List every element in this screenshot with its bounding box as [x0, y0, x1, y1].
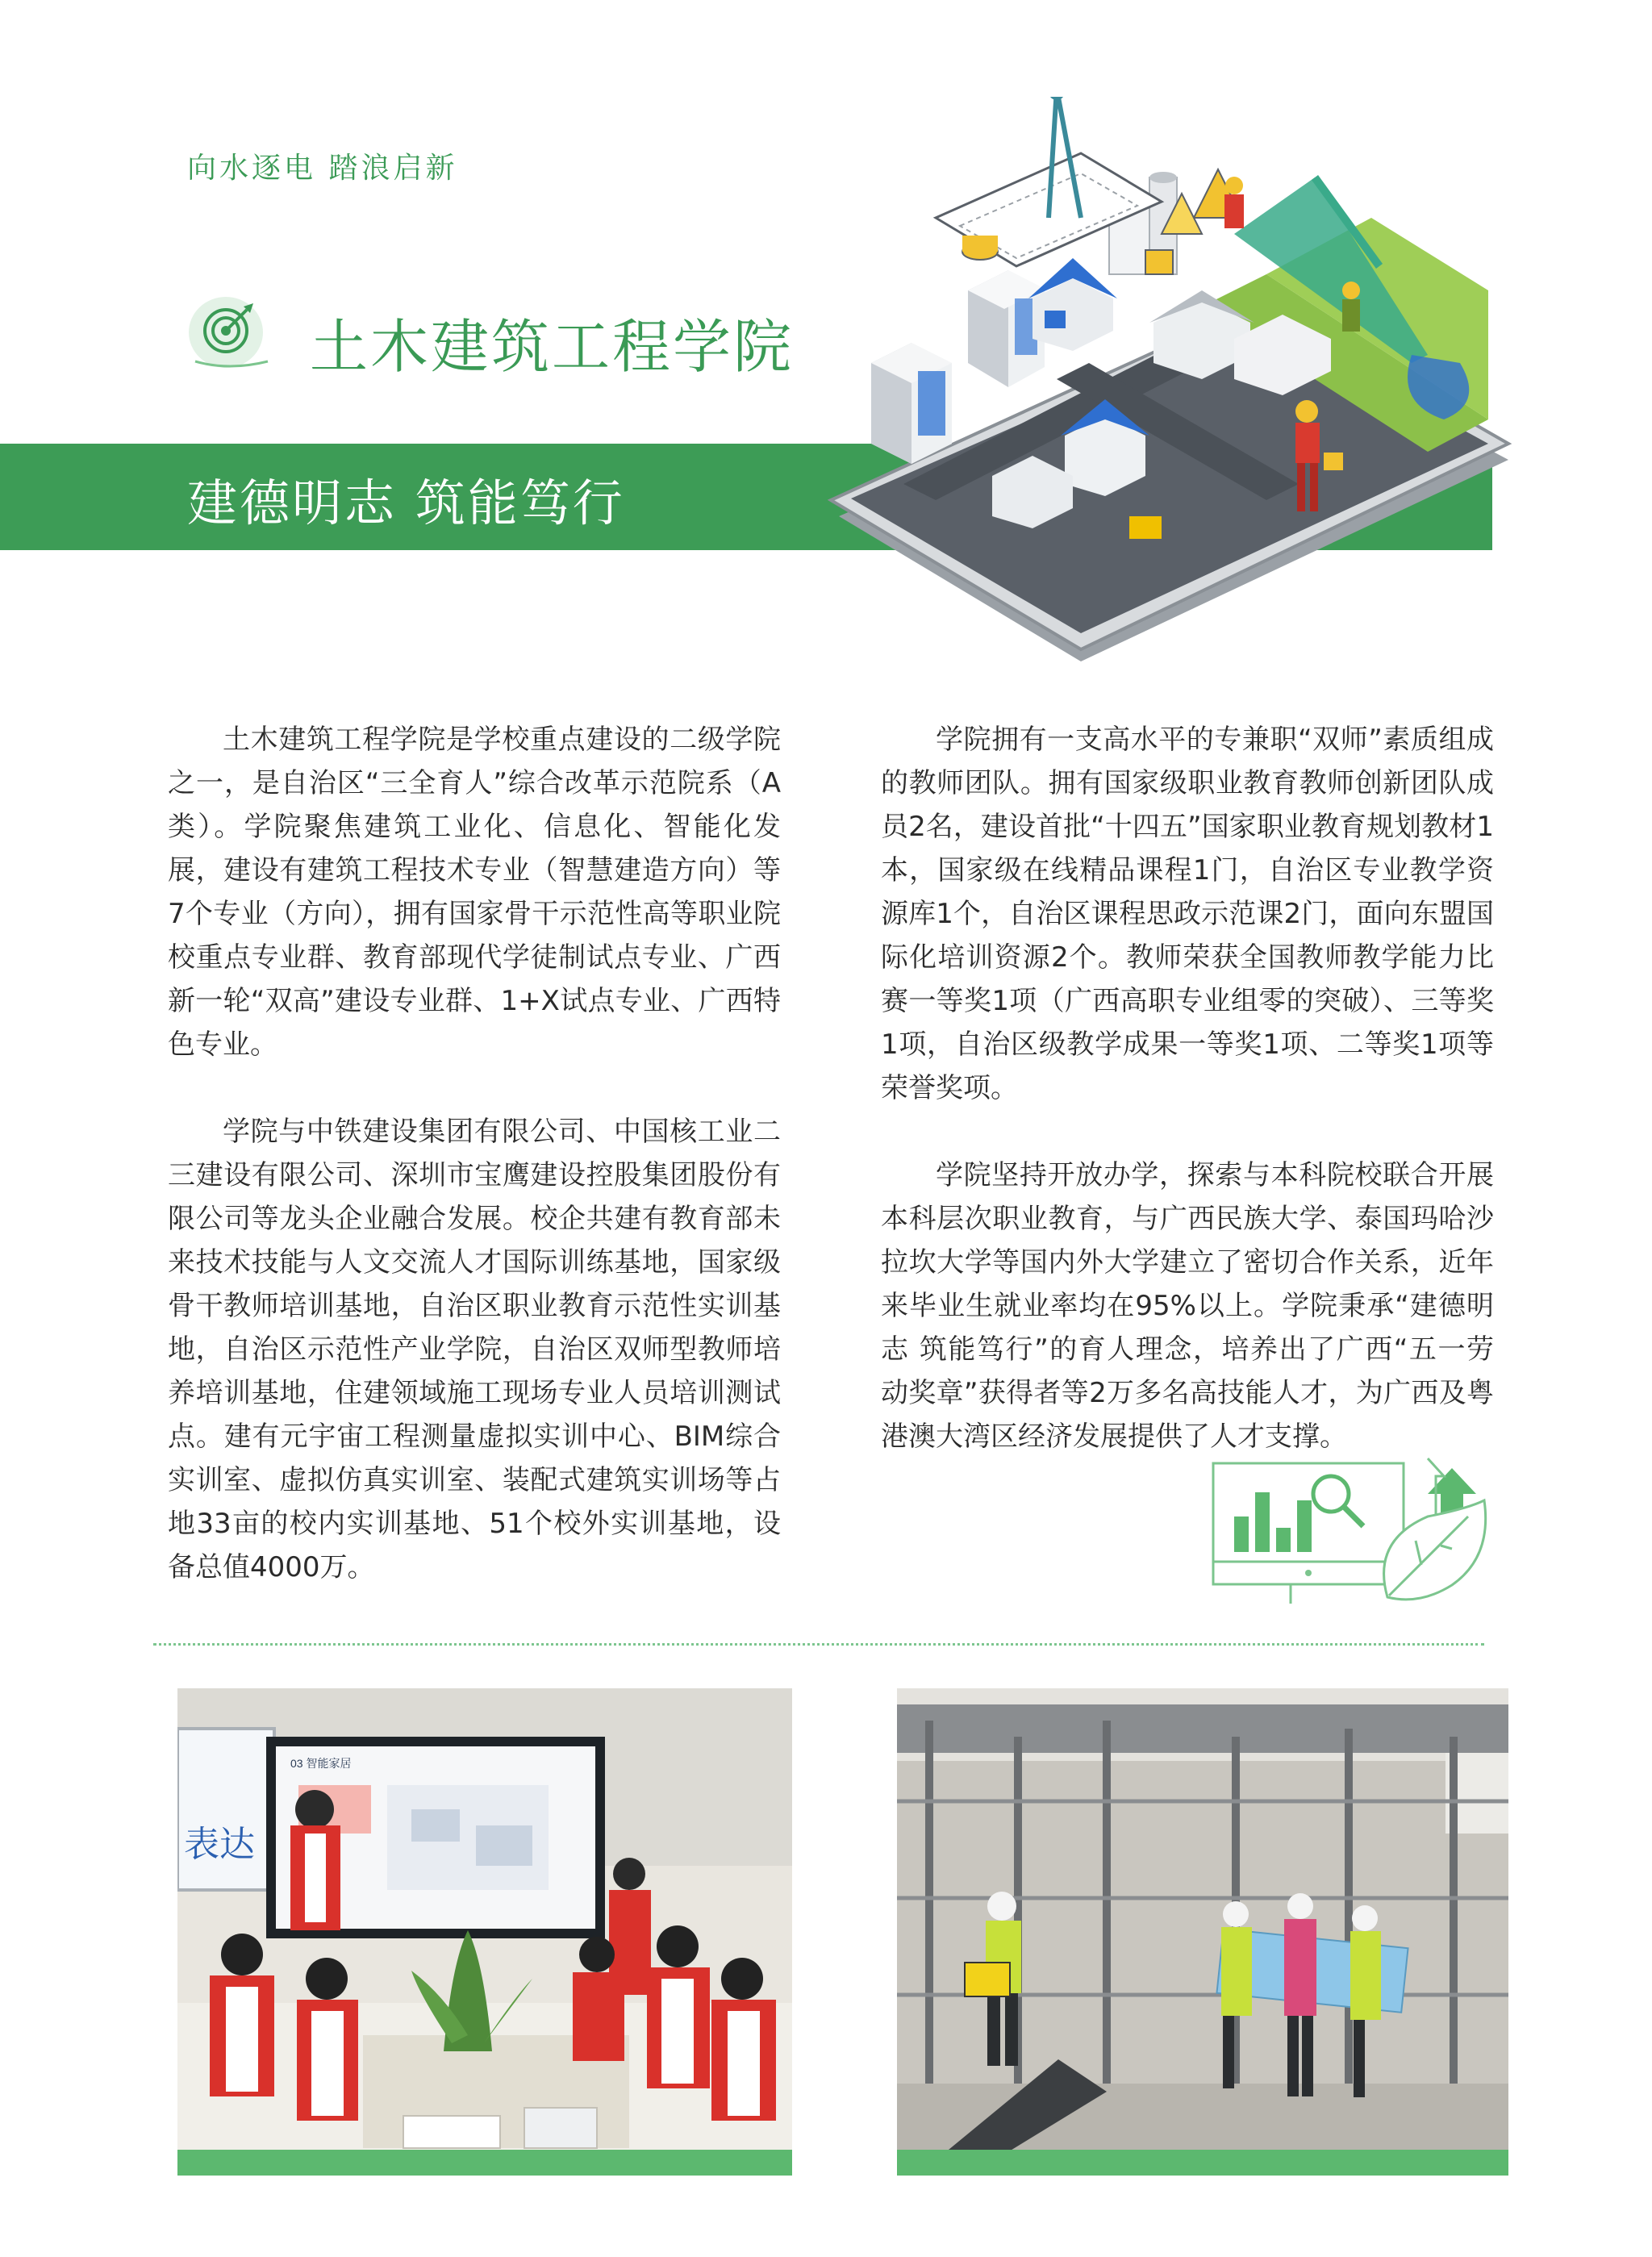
- motto-text: 建德明志 筑能笃行: [187, 474, 625, 532]
- paragraph-enterprise-cooperation: 学院与中铁建设集团有限公司、中国核工业二三建设有限公司、深圳市宝鹰建设控股集团股份有限公司等龙头企业融合发展。校企共建有教育部未来技术技能与人文交流人才国际训练基地，国家级骨干教师培训基地，自治区职业教育示范性实训基地，自治区示范性产业学院，自治区双师型教师培养培训基地，住建领域施工现场专业人员培训测试点。建有元宇宙工程测量虚拟实训中心、BIM综合实训室、虚拟仿真实训室、装配式建筑实训场等占地33亩的校内实训基地、51个校外实训基地，设备总值4000万。: [168, 1116, 781, 1583]
- paragraph-faculty: 学院拥有一支高水平的专兼职“双师”素质组成的教师团队。拥有国家级职业教育教师创新团队成员2名，建设首批“十四五”国家职业教育规划教材1本，国家级在线精品课程1门，自治区专业教学资源库1个，自治区课程思政示范课2门，面向东盟国际化培训资源2个。教师荣获全国教师教学能力比赛一等奖1项（广西高职专业组零的突破）、三等奖1项，自治区级教学成果一等奖1项、二等奖1项等荣誉奖项。: [881, 724, 1494, 1104]
- photo-caption-bar-left: [177, 2150, 792, 2176]
- intro-column-left: [168, 718, 781, 1633]
- smart-city-phone-illustration: [815, 97, 1525, 670]
- construction-site-photo: [897, 1688, 1508, 2176]
- department-title: 土木建筑工程学院: [310, 313, 795, 381]
- paragraph-open-education: 学院坚持开放办学，探索与本科院校联合开展本科层次职业教育，与广西民族大学、泰国玛哈沙拉坎大学等国内外大学建立了密切合作关系，近年来毕业生就业率均在95%以上。学院秉承“建德明志 筑能笃行”的育人理念，培养出了广西“五一劳动奖章”获得者等2万多名高技能人才，为广西及粤港澳大湾区经济发展提供了人才支撑。: [881, 1159, 1494, 1453]
- target-icon: [184, 292, 274, 373]
- dotted-divider: [153, 1643, 1484, 1646]
- wall-board-text: 表达: [184, 1825, 255, 1864]
- intro-column-right: [881, 718, 1494, 1502]
- leaf-icon: [1384, 1500, 1486, 1600]
- photo-caption-bar-right: [897, 2150, 1508, 2176]
- classroom-photo: [177, 1688, 792, 2176]
- slogan: 向水逐电 踏浪启新: [187, 152, 458, 185]
- screen-slide-text: 03 智能家居: [290, 1757, 352, 1770]
- paragraph-overview: 土木建筑工程学院是学校重点建设的二级学院之一，是自治区“三全育人”综合改革示范院系（A类）。学院聚焦建筑工业化、信息化、智能化发展，建设有建筑工程技术专业（智慧建造方向）等7个专业（方向），拥有国家骨干示范性高等职业院校重点专业群、教育部现代学徒制试点专业、广西新一轮“双高”建设专业群、1+X试点专业、广西特色专业。: [168, 724, 781, 1061]
- analytics-monitor-icon: [1210, 1452, 1500, 1605]
